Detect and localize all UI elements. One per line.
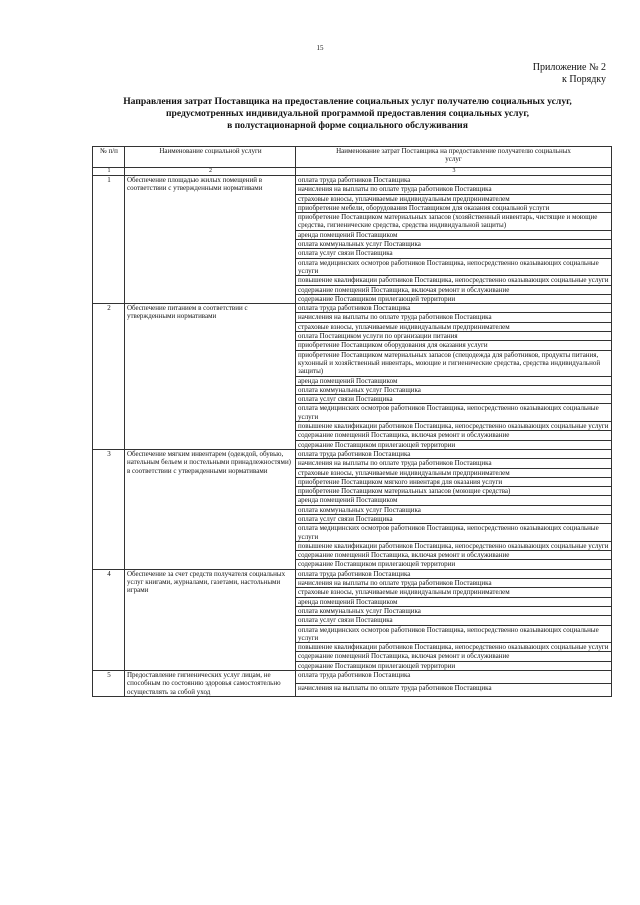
page-number: 15 <box>316 44 324 52</box>
cost-item: страховые взносы, уплачиваемые индивидуальным предпринимателем <box>296 588 612 597</box>
service-number: 2 <box>93 304 125 450</box>
cost-item: повышение квалификации работников Поставщика, непосредственно оказывающих социальные услуги <box>296 422 612 431</box>
cost-table <box>92 146 612 697</box>
cost-item: содержание помещений Поставщика, включая ремонт и обслуживание <box>296 431 612 440</box>
cost-item: страховые взносы, уплачиваемые индивидуальным предпринимателем <box>296 468 612 477</box>
cost-item: повышение квалификации работников Поставщика, непосредственно оказывающих социальные услуги <box>296 643 612 652</box>
cost-item: оплата медицинских осмотров работников Поставщика, непосредственно оказывающих социальные услуги <box>296 258 612 276</box>
cost-item: начисления на выплаты по оплате труда работников Поставщика <box>296 313 612 322</box>
cost-item: повышение квалификации работников Поставщика, непосредственно оказывающих социальные услуги <box>296 276 612 285</box>
col-number-3: 3 <box>296 168 612 176</box>
cost-item: оплата коммунальных услуг Поставщика <box>296 606 612 615</box>
annex-label <box>533 62 606 86</box>
cost-item: страховые взносы, уплачиваемые индивидуальным предпринимателем <box>296 194 612 203</box>
cost-item: содержание Поставщиком прилегающей территории <box>296 294 612 303</box>
cost-item: содержание помещений Поставщика, включая ремонт и обслуживание <box>296 285 612 294</box>
cost-item: приобретение мебели, оборудования Поставщиком для оказания социальной услуги <box>296 203 612 212</box>
service-name: Обеспечение площадью жилых помещений в соответствии с утвержденными нормативами <box>125 176 296 304</box>
cost-item: приобретение Поставщиком материальных запасов (хозяйственный инвентарь, чистящие и моющие средства, гигиенические средства, средства индивидуальной защиты) <box>296 213 612 231</box>
annex-line-1: Приложение № 2 <box>532 62 606 73</box>
service-name: Предоставление гигиенических услуг лицам, не способным по состоянию здоровья самостоятельно осуществлять за собой уход <box>125 671 296 697</box>
cost-item: содержание помещений Поставщика, включая ремонт и обслуживание <box>296 551 612 560</box>
service-number: 1 <box>93 176 125 304</box>
table-row <box>93 176 612 185</box>
cost-item: оплата труда работников Поставщика <box>296 569 612 578</box>
service-name: Обеспечение питанием в соответствии с утвержденными нормативами <box>125 304 296 450</box>
cost-item: оплата труда работников Поставщика <box>296 671 612 684</box>
cost-item: оплата услуг связи Поставщика <box>296 249 612 258</box>
cost-item: приобретение Поставщиком мягкого инвентаря для оказания услуги <box>296 477 612 486</box>
service-number: 3 <box>93 449 125 569</box>
service-number: 5 <box>93 671 125 697</box>
header-cost: Наименование затрат Поставщика на предоставление получателю социальных услуг <box>296 147 612 168</box>
cost-item: аренда помещений Поставщиком <box>296 376 612 385</box>
cost-item: содержание помещений Поставщика, включая ремонт и обслуживание <box>296 652 612 661</box>
cost-item: оплата Поставщиком услуги по организации питания <box>296 332 612 341</box>
title-line-2: предусмотренных индивидуальной программой предоставления социальных услуг, <box>165 108 530 119</box>
cost-item: начисления на выплаты по оплате труда работников Поставщика <box>296 185 612 194</box>
service-number: 4 <box>93 569 125 670</box>
cost-item: оплата коммунальных услуг Поставщика <box>296 385 612 394</box>
cost-item: аренда помещений Поставщиком <box>296 597 612 606</box>
document-title <box>95 96 600 132</box>
cost-item: оплата услуг связи Поставщика <box>296 395 612 404</box>
cost-item: приобретение Поставщиком материальных запасов (моющие средства) <box>296 487 612 496</box>
cost-item: приобретение Поставщиком оборудования для оказания услуги <box>296 341 612 350</box>
cost-item: аренда помещений Поставщиком <box>296 496 612 505</box>
header-num: № п/п <box>93 147 125 168</box>
cost-item: оплата услуг связи Поставщика <box>296 514 612 523</box>
cost-item: оплата труда работников Поставщика <box>296 449 612 458</box>
cost-item: приобретение Поставщиком материальных запасов (спецодежда для работников, продукты питания, кухонный и хозяйственный инвентарь, моющие и гигиенические средства, средства индивидуальной защиты) <box>296 350 612 376</box>
annex-line-2: к Порядку <box>562 74 606 85</box>
table-row <box>93 569 612 578</box>
header-service: Наименование социальной услуги <box>125 147 296 168</box>
col-number-2: 2 <box>125 168 296 176</box>
cost-item: оплата услуг связи Поставщика <box>296 616 612 625</box>
cost-item: содержание Поставщиком прилегающей территории <box>296 440 612 449</box>
service-name: Обеспечение за счет средств получателя социальных услуг книгами, журналами, газетами, настольными играми <box>125 569 296 670</box>
table-body <box>93 176 612 697</box>
cost-item: начисления на выплаты по оплате труда работников Поставщика <box>296 459 612 468</box>
cost-item: оплата коммунальных услуг Поставщика <box>296 505 612 514</box>
cost-item: оплата медицинских осмотров работников Поставщика, непосредственно оказывающих социальные услуги <box>296 524 612 542</box>
cost-item: оплата медицинских осмотров работников Поставщика, непосредственно оказывающих социальные услуги <box>296 625 612 643</box>
cost-item: повышение квалификации работников Поставщика, непосредственно оказывающих социальные услуги <box>296 541 612 550</box>
table-row <box>93 449 612 458</box>
cost-item: содержание Поставщиком прилегающей территории <box>296 661 612 670</box>
cost-item: начисления на выплаты по оплате труда работников Поставщика <box>296 683 612 696</box>
table-row <box>93 671 612 684</box>
cost-item: оплата труда работников Поставщика <box>296 176 612 185</box>
title-line-1: Направления затрат Поставщика на предоставление социальных услуг получателю социальных услуг, <box>123 96 572 107</box>
table-row <box>93 304 612 313</box>
cost-item: оплата труда работников Поставщика <box>296 304 612 313</box>
title-line-3: в полустационарной форме социального обслуживания <box>227 120 468 131</box>
cost-item: оплата коммунальных услуг Поставщика <box>296 240 612 249</box>
col-number-1: 1 <box>93 168 125 176</box>
cost-item: страховые взносы, уплачиваемые индивидуальным предпринимателем <box>296 322 612 331</box>
cost-item: аренда помещений Поставщиком <box>296 230 612 239</box>
cost-item: оплата медицинских осмотров работников Поставщика, непосредственно оказывающих социальные услуги <box>296 404 612 422</box>
cost-item: содержание Поставщиком прилегающей территории <box>296 560 612 569</box>
cost-item: начисления на выплаты по оплате труда работников Поставщика <box>296 579 612 588</box>
service-name: Обеспечение мягким инвентарем (одеждой, обувью, нательным бельем и постельными принадлежностями) в соответствии с утвержденными нормативами <box>125 449 296 569</box>
